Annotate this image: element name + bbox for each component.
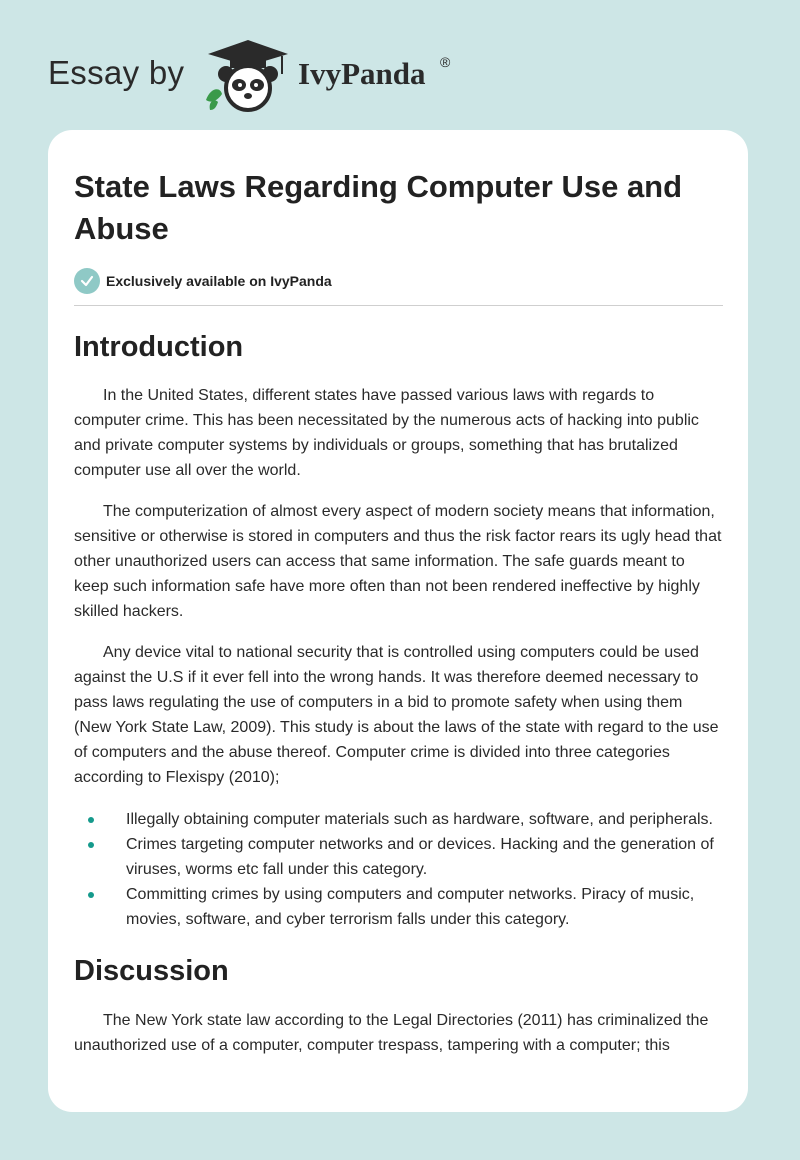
exclusive-badge [74, 268, 723, 294]
crime-categories-list [74, 807, 723, 932]
brand-header [48, 34, 488, 114]
heading-discussion: Discussion [74, 955, 229, 987]
essay-content [74, 166, 723, 1058]
list-item [74, 832, 723, 882]
paragraph: In the United States, different states have passed various laws with regards to computer crime. This has been necessitated by the numerous acts of hacking into public and private computer systems by individuals or groups, something that has brutalized computer use all over the world. [74, 387, 699, 479]
check-icon [74, 268, 100, 294]
brand-essay-by: Essay by [48, 54, 185, 91]
paragraph: Any device vital to national security that is controlled using computers could be used against the U.S if it ever fell into the wrong hands. It was therefore deemed necessary to pass laws regulating the use of computers in a bid to promote safety when using them (New York State Law, 2009). This study is about the laws of the state with regard to the use of computers and the abuse thereof. Computer crime is divided into three categories according to Flexispy (2010); [74, 644, 719, 786]
list-item [74, 882, 723, 932]
list-item [74, 807, 723, 832]
bullet-icon [88, 817, 94, 823]
bullet-icon [88, 842, 94, 848]
list-item-text: Crimes targeting computer networks and or devices. Hacking and the generation of viruses, worms etc fall under this category. [126, 836, 714, 878]
list-item-text: Committing crimes by using computers and computer networks. Piracy of music, movies, software, and cyber terrorism falls under this category. [126, 886, 695, 928]
essay-card [48, 130, 748, 1112]
list-item-text: Illegally obtaining computer materials such as hardware, software, and peripherals. [126, 811, 713, 828]
essay-title: State Laws Regarding Computer Use and Abuse [74, 169, 683, 246]
divider [74, 305, 723, 306]
paragraph: The computerization of almost every aspect of modern society means that information, sensitive or otherwise is stored in computers and thus the risk factor rears its ugly head that other unauthorized users can access that same information. The safe guards meant to keep such information safe have more often than not been rendered ineffective by highly skilled hackers. [74, 503, 722, 620]
exclusive-badge-label: Exclusively available on IvyPanda [106, 273, 332, 289]
paragraph: The New York state law according to the Legal Directories (2011) has criminalized the unauthorized use of a computer, computer trespass, tampering with a computer; this [74, 1012, 709, 1054]
heading-introduction: Introduction [74, 331, 244, 363]
brand-name[interactable]: IvyPanda [298, 56, 426, 91]
bullet-icon [88, 892, 94, 898]
registered-mark: ® [440, 54, 451, 70]
panda-logo-icon[interactable] [200, 34, 296, 114]
